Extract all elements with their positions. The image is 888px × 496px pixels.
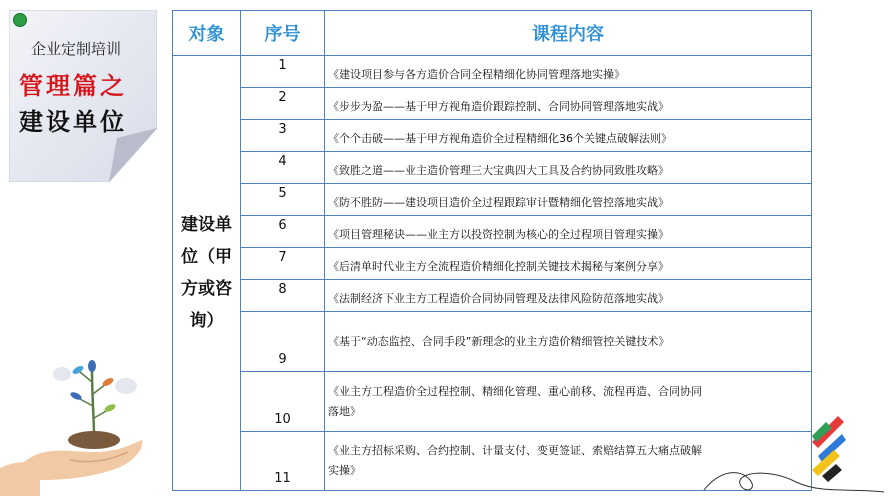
row-number: 11: [241, 432, 325, 491]
table-row: [173, 312, 812, 372]
course-title: 《个个击破——基于甲方视角造价全过程精细化36个关键点破解法则》: [325, 120, 812, 152]
course-title: 《致胜之道——业主造价管理三大宝典四大工具及合约协同致胜攻略》: [325, 152, 812, 184]
table-row: [173, 280, 812, 312]
header-number: 序号: [241, 11, 325, 56]
course-title: 《后清单时代业主方全流程造价精细化控制关键技术揭秘与案例分享》: [325, 248, 812, 280]
row-number: 10: [241, 372, 325, 432]
table-row: [173, 152, 812, 184]
row-number: 8: [241, 280, 325, 312]
object-cell: 建设单位（甲方或咨询）: [173, 56, 241, 491]
row-number: 1: [241, 56, 325, 88]
course-title: 《建设项目参与各方造价合同全程精细化协同管理落地实操》: [325, 56, 812, 88]
course-title: 《步步为盈——基于甲方视角造价跟踪控制、合同协同管理落地实战》: [325, 88, 812, 120]
table-row: [173, 372, 812, 432]
row-number: 6: [241, 216, 325, 248]
swirl-line-decoration: [700, 460, 888, 496]
pin-icon: [13, 13, 27, 27]
table-row: [173, 88, 812, 120]
table-row: [173, 216, 812, 248]
note-title-line2: 建设单位: [19, 107, 127, 136]
course-title: 《业主方工程造价全过程控制、精细化管理、重心前移、流程再造、合同协同落地》: [325, 372, 812, 432]
row-number: 9: [241, 312, 325, 372]
table-row: [173, 248, 812, 280]
table-row: [173, 184, 812, 216]
note-title-line1: 管理篇之: [19, 71, 127, 100]
note-subtitle: 企业定制培训: [31, 40, 122, 58]
row-number: 4: [241, 152, 325, 184]
table-row: [173, 56, 812, 88]
course-title: 《基于“动态监控、合同手段”新理念的业主方造价精细管控关键技术》: [325, 312, 812, 372]
title-note: [9, 10, 157, 182]
course-title: 《法制经济下业主方工程造价合同协同管理及法律风险防范落地实战》: [325, 280, 812, 312]
table-header-row: [173, 11, 812, 56]
header-object: 对象: [173, 11, 241, 56]
course-title: 《业主方招标采购、合约控制、计量支付、变更签证、索赔结算五大痛点破解实操》: [325, 432, 812, 491]
row-number: 5: [241, 184, 325, 216]
row-number: 3: [241, 120, 325, 152]
row-number: 7: [241, 248, 325, 280]
course-table: [172, 10, 812, 491]
course-title: 《项目管理秘诀——业主方以投资控制为核心的全过程项目管理实操》: [325, 216, 812, 248]
hand-holding-plant-icon: [0, 348, 150, 496]
header-content: 课程内容: [325, 11, 812, 56]
row-number: 2: [241, 88, 325, 120]
course-title: 《防不胜防——建设项目造价全过程跟踪审计暨精细化管控落地实战》: [325, 184, 812, 216]
table-row: [173, 120, 812, 152]
